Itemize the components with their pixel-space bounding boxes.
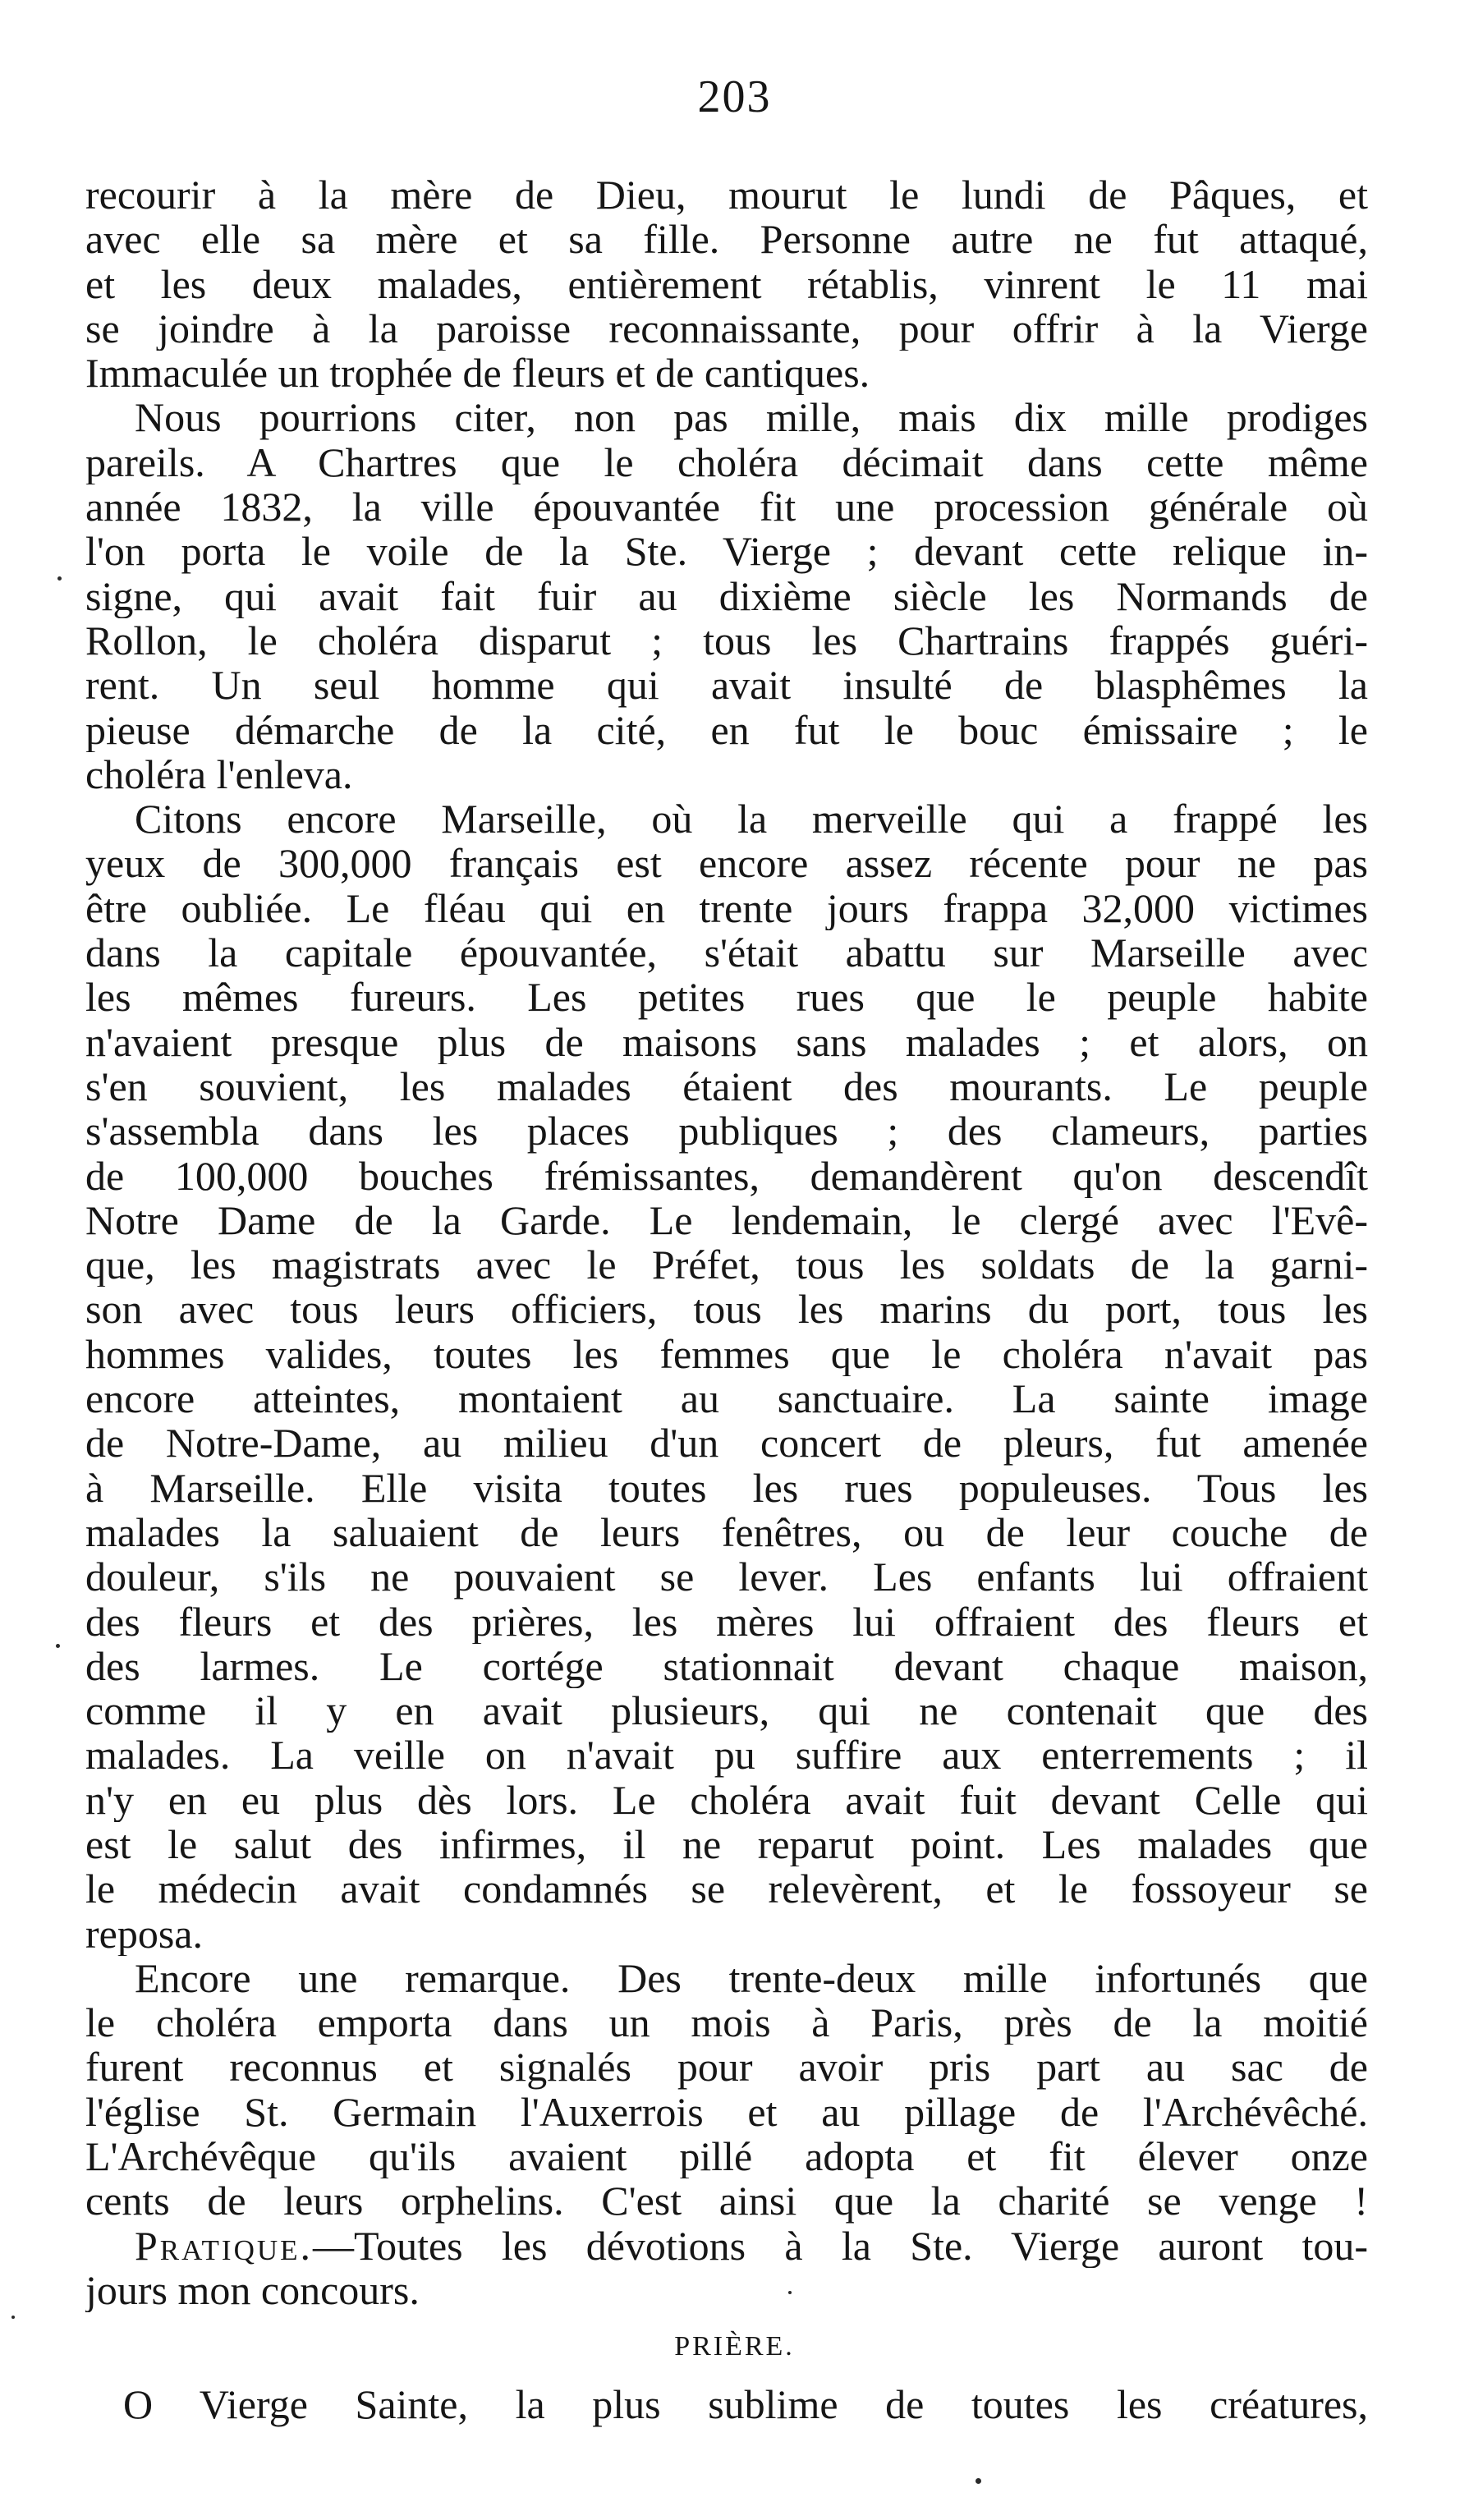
text-line: encore atteintes, montaient au sanctuaire. La sainte image (85, 1376, 1368, 1421)
text-line: à Marseille. Elle visita toutes les rues populeuses. Tous les (85, 1465, 1368, 1510)
ink-speck (976, 2478, 981, 2484)
body-text (85, 172, 1368, 2312)
text-line: furent reconnus et signalés pour avoir pris part au sac de (85, 2045, 1368, 2090)
text-line: Rollon, le choléra disparut ; tous les Chartrains frappés guéri- (85, 617, 1368, 663)
text-line: avec elle sa mère et sa fille. Personne autre ne fut attaqué, (85, 217, 1368, 262)
ink-speck (57, 576, 62, 581)
text-line: malades. La veille on n'avait pu suffire aux enterrements ; il (85, 1733, 1368, 1778)
practice-line-end: jours mon concours. (85, 2267, 420, 2313)
text-line: être oubliée. Le fléau qui en trente jours frappa 32,000 victimes (85, 885, 1368, 931)
prayer-heading: PRIÈRE. (674, 2331, 795, 2362)
text-line: signe, qui avait fait fuir au dixième siècle les Normands de (85, 573, 1368, 618)
text-line: se joindre à la paroisse reconnaissante, pour offrir à la Vierge (85, 305, 1368, 351)
text-line: pareils. A Chartres que le choléra décimait dans cette même (85, 439, 1368, 485)
text-line: Encore une remarque. Des trente-deux mille infortunés que (135, 1955, 1368, 2001)
text-line: pieuse démarche de la cité, en fut le bouc émissaire ; le (85, 707, 1368, 752)
text-line: est le salut des infirmes, il ne reparut point. Les malades que (85, 1821, 1368, 1867)
practice-line (85, 2224, 1368, 2268)
text-line: recourir à la mère de Dieu, mourut le lundi de Pâques, et (85, 172, 1368, 218)
prayer-first-line: O Vierge Sainte, la plus sublime de toutes les créatures, (123, 2381, 1368, 2427)
text-line: rent. Un seul homme qui avait insulté de blasphêmes la (85, 663, 1368, 708)
text-line: des larmes. Le cortége stationnait devant chaque maison, (85, 1643, 1368, 1689)
text-line: reposa. (85, 1911, 203, 1956)
ink-speck (11, 2316, 15, 2319)
text-line: que, les magistrats avec le Préfet, tous les soldats de la garni- (85, 1242, 1368, 1288)
text-line: n'avaient presque plus de maisons sans malades ; et alors, on (85, 1019, 1368, 1064)
text-line: les mêmes fureurs. Les petites rues que le peuple habite (85, 975, 1368, 1020)
text-line: l'église St. Germain l'Auxerrois et au pillage de l'Archévêché. (85, 2089, 1368, 2135)
text-line: n'y en eu plus dès lors. Le choléra avait fuit devant Celle qui (85, 1777, 1368, 1822)
text-line: s'assembla dans les places publiques ; des clameurs, parties (85, 1109, 1368, 1154)
text-line: année 1832, la ville épouvantée fit une procession générale où (85, 484, 1368, 530)
text-line: s'en souvient, les malades étaient des mourants. Le peuple (85, 1063, 1368, 1109)
text-line: Nous pourrions citer, non pas mille, mais dix mille prodiges (135, 395, 1368, 440)
ink-speck (788, 2291, 792, 2294)
text-line: douleur, s'ils ne pouvaient se lever. Les enfants lui offraient (85, 1554, 1368, 1600)
practice-label: Pratique. (135, 2223, 314, 2268)
ink-speck (56, 1644, 60, 1648)
text-line: des fleurs et des prières, les mères lui offraient des fleurs et (85, 1599, 1368, 1644)
text-line: choléra l'enleva. (85, 751, 353, 797)
text-line: malades la saluaient de leurs fenêtres, ou de leur couche de (85, 1509, 1368, 1555)
text-line: le choléra emporta dans un mois à Paris, près de la moitié (85, 2000, 1368, 2045)
text-line: dans la capitale épouvantée, s'était abattu sur Marseille avec (85, 930, 1368, 975)
practice-text: —Toutes les dévotions à la Ste. Vierge auront tou- (313, 2223, 1368, 2268)
text-line: hommes valides, toutes les femmes que le choléra n'avait pas (85, 1331, 1368, 1377)
text-line: yeux de 300,000 français est encore assez récente pour ne pas (85, 841, 1368, 886)
text-line: et les deux malades, entièrement rétablis, vinrent le 11 mai (85, 261, 1368, 306)
text-line: Citons encore Marseille, où la merveille qui a frappé les (135, 796, 1368, 842)
text-line: de 100,000 bouches frémissantes, demandèrent qu'on descendît (85, 1153, 1368, 1198)
text-line: L'Archévêque qu'ils avaient pillé adopta et fit élever onze (85, 2134, 1368, 2179)
page-number: 203 (697, 71, 772, 122)
text-line: cents de leurs orphelins. C'est ainsi que la charité se venge ! (85, 2178, 1368, 2224)
text-line: l'on porta le voile de la Ste. Vierge ; devant cette relique in- (85, 529, 1368, 574)
text-line: comme il y en avait plusieurs, qui ne contenait que des (85, 1688, 1368, 1733)
text-line: le médecin avait condamnés se relevèrent, et le fossoyeur se (85, 1866, 1368, 1912)
text-line: Immaculée un trophée de fleurs et de cantiques. (85, 351, 870, 396)
text-line: de Notre-Dame, au milieu d'un concert de pleurs, fut amenée (85, 1421, 1368, 1466)
text-line: Notre Dame de la Garde. Le lendemain, le clergé avec l'Evê- (85, 1197, 1368, 1243)
text-line: son avec tous leurs officiers, tous les marins du port, tous les (85, 1287, 1368, 1332)
